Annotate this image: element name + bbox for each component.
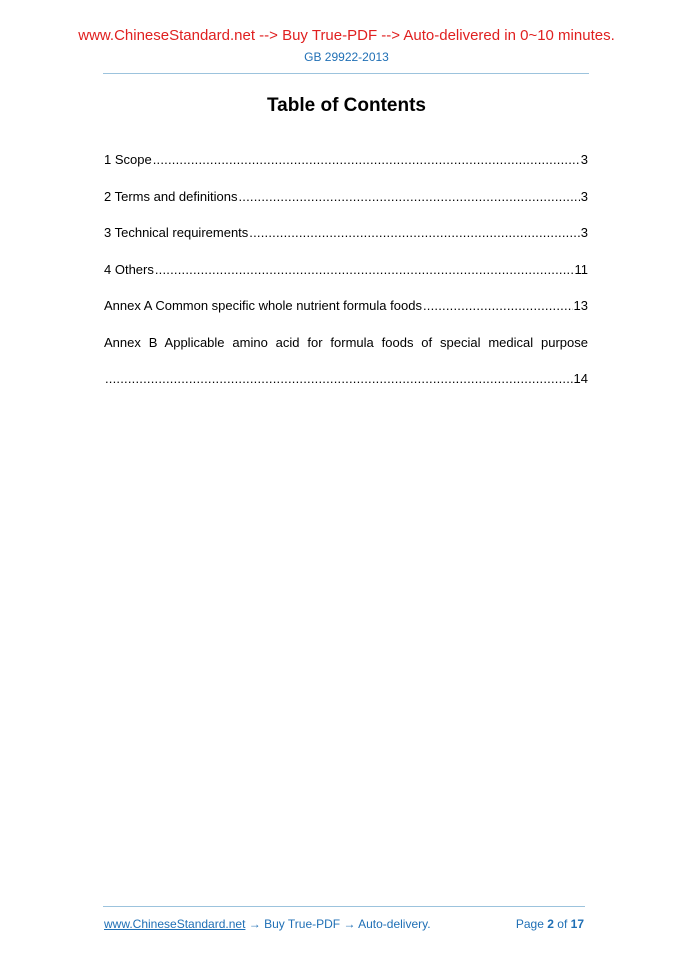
page-total: 17 [570,917,584,931]
of-word: of [557,917,568,931]
toc-entry-page: 11 [574,261,588,277]
toc-entry-technical[interactable] [104,223,588,260]
toc-entry-label: 2 Terms and definitions [104,188,238,204]
toc-entry-label: 3 Technical requirements [104,225,249,240]
toc-entry-page: 13 [573,298,588,313]
toc-entry-label: Annex A Common specific whole nutrient formula foods [104,298,422,313]
toc-entry-page: 3 [580,188,588,204]
standard-code: GB 29922-2013 [304,50,389,64]
toc-entry-annex-a[interactable] [104,296,588,333]
dot-leader [249,223,579,243]
table-of-contents [104,150,588,389]
dot-leader [153,150,580,170]
page-current: 2 [547,917,554,931]
dot-leader [423,296,573,316]
dot-leader [155,260,574,280]
promo-banner[interactable]: www.ChineseStandard.net --> Buy True-PDF --> Auto-delivered in 0~10 minutes. [78,27,615,44]
toc-entry-page: 3 [580,225,588,240]
footer-tail-text: → Buy True-PDF → Auto-delivery. [245,917,431,931]
toc-entry-label: 1 Scope [104,152,152,167]
toc-entry-scope[interactable] [104,150,588,187]
footer-site-link[interactable]: www.ChineseStandard.net [104,917,246,931]
toc-entry-page: 3 [580,152,588,167]
footer-divider [103,906,585,907]
toc-entry-annex-b[interactable] [104,333,588,390]
page-indicator [516,917,584,931]
toc-entry-page: 14 [573,371,588,386]
toc-entry-others[interactable] [104,260,588,297]
toc-entry-label: Annex B Applicable amino acid for formula foods of special medical purpose [104,334,588,350]
dot-leader [238,187,579,207]
dot-leader [105,369,573,389]
toc-entry-label: 4 Others [104,261,154,277]
page-footer [104,917,584,931]
page-word: Page [515,917,544,931]
header-divider [103,73,589,74]
toc-title: Table of Contents [266,95,427,116]
toc-entry-terms[interactable] [104,187,588,224]
toc-entry-continuation [104,369,588,389]
